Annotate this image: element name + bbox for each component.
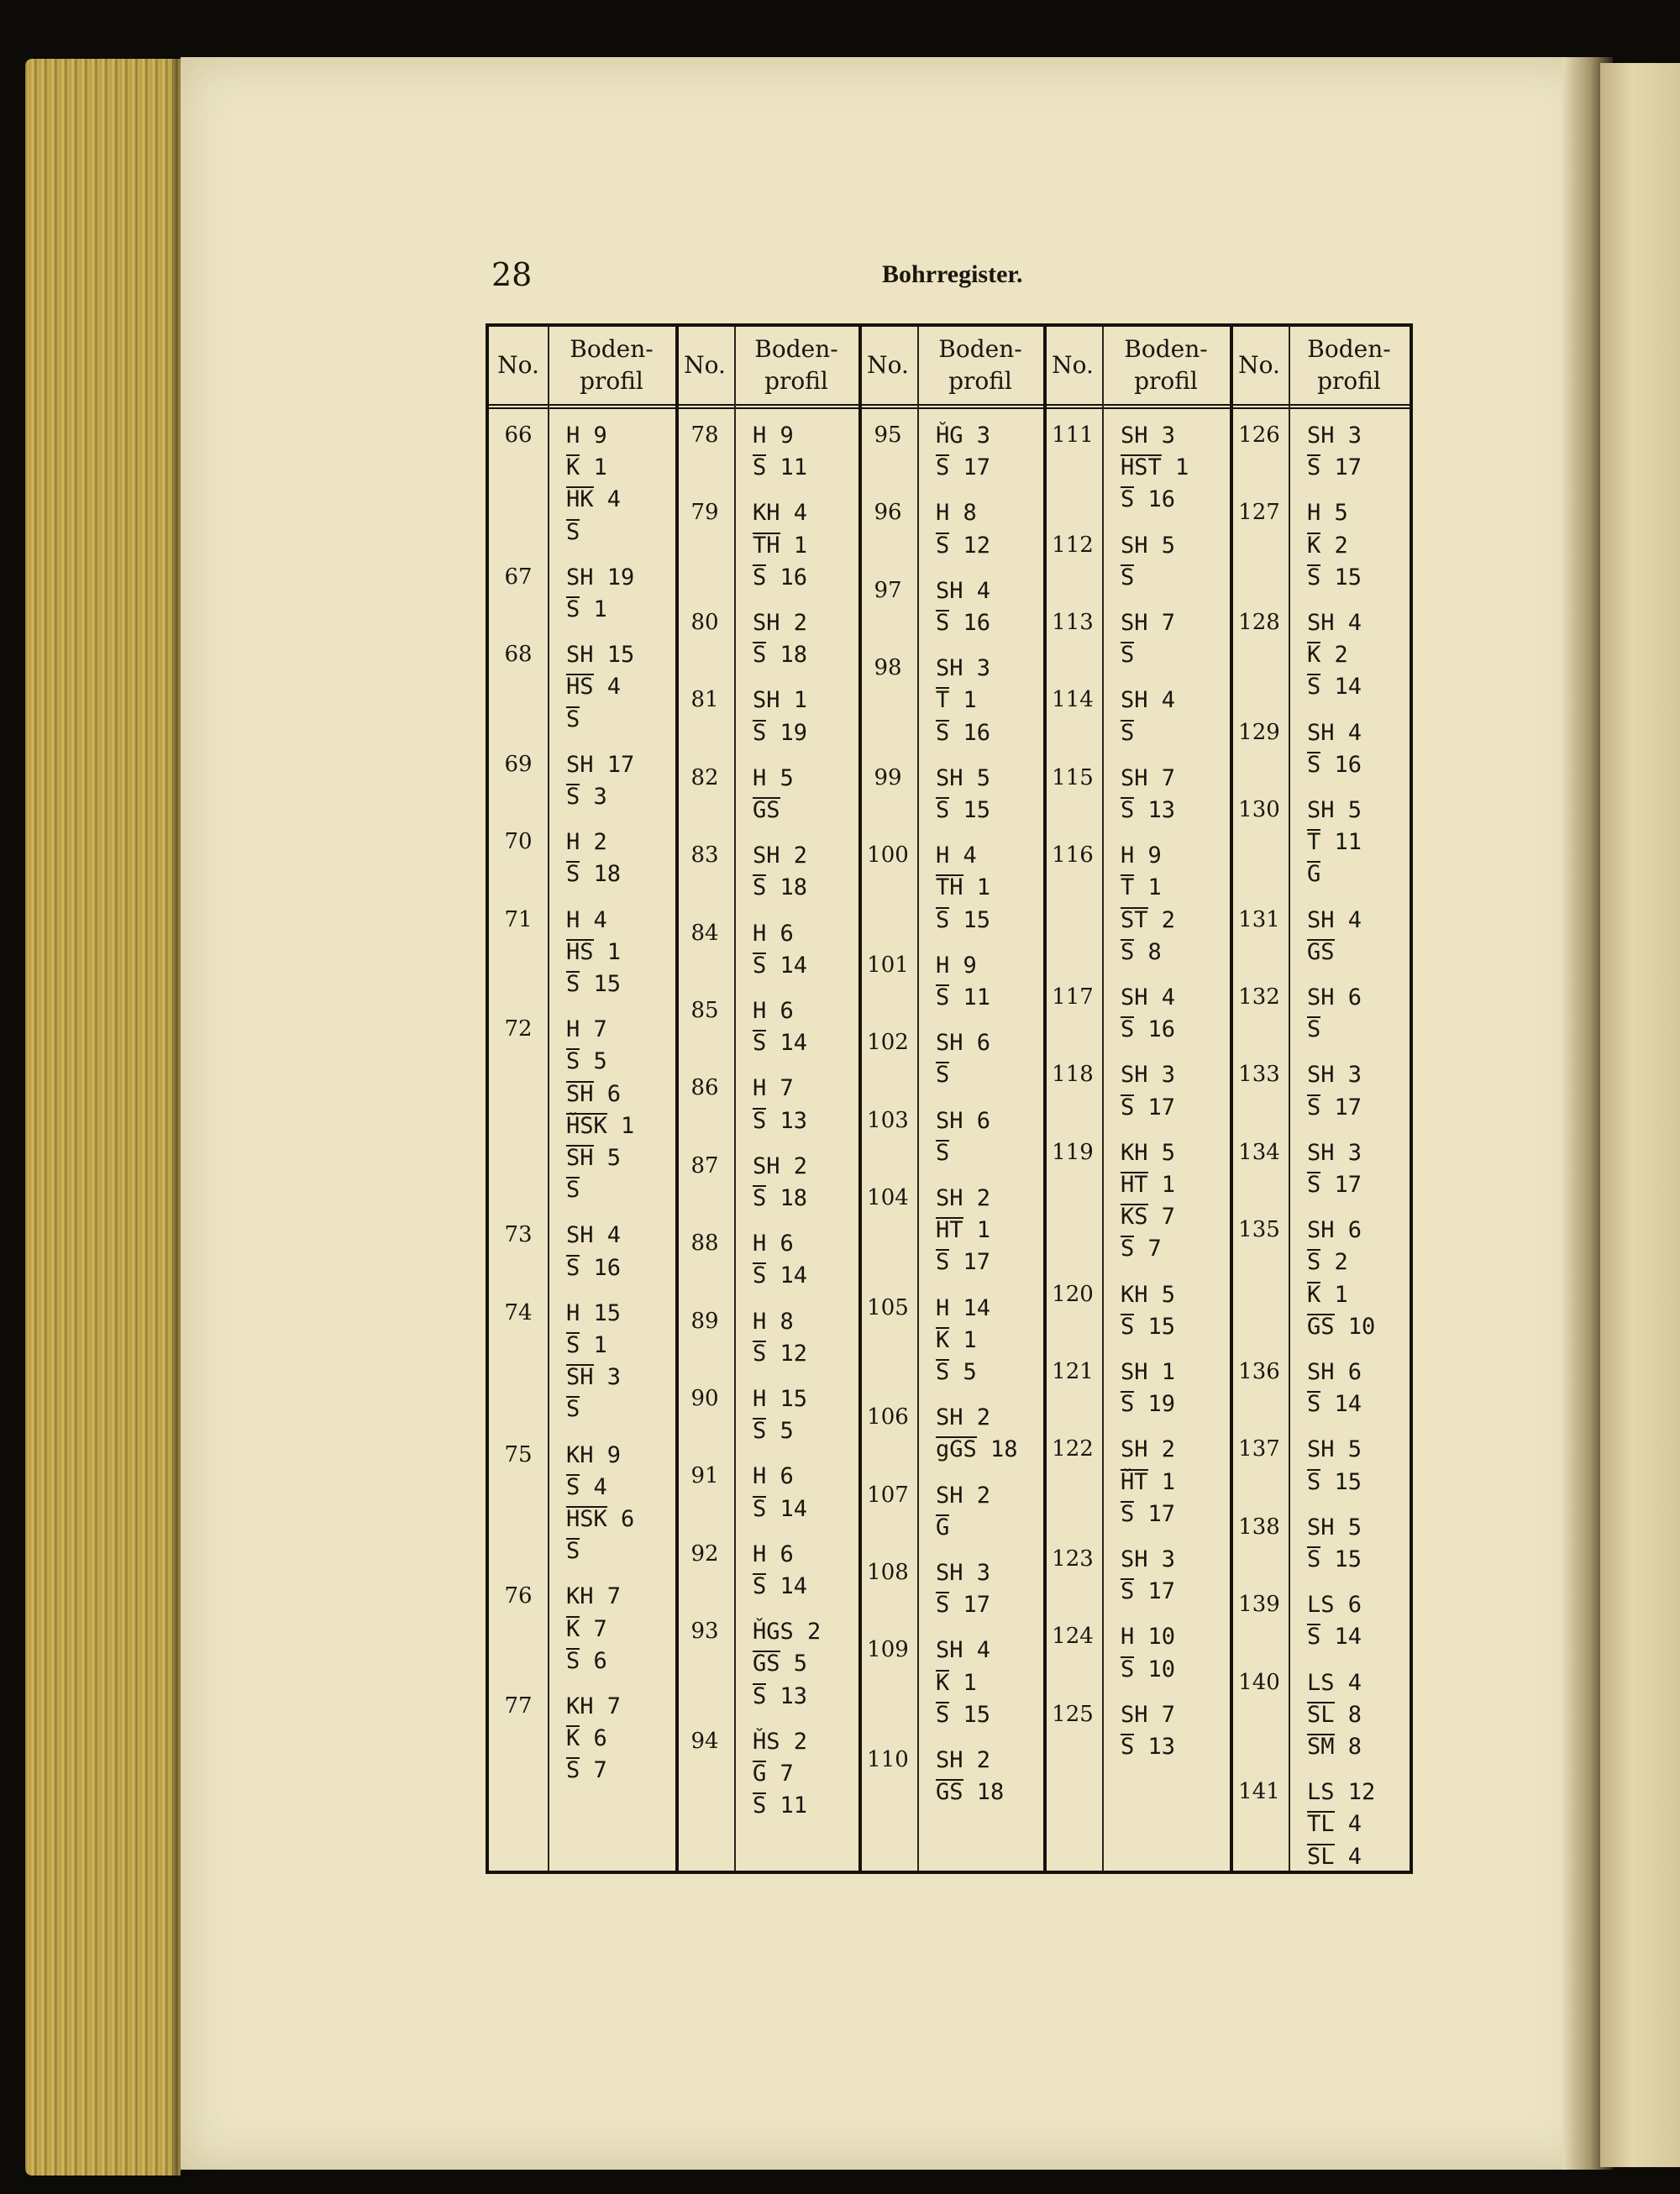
boring-number: 122 bbox=[1052, 1436, 1094, 1462]
boring-number: 91 bbox=[690, 1463, 719, 1489]
soil-layer: H 15 bbox=[566, 1299, 622, 1326]
soil-layer: S bbox=[1307, 1016, 1321, 1043]
soil-layer: S 17 bbox=[1121, 1578, 1176, 1605]
soil-layer: SH 1 bbox=[1121, 1359, 1176, 1385]
soil-layer: SH 17 bbox=[566, 751, 635, 778]
boring-number: 92 bbox=[690, 1541, 719, 1567]
soil-layer: ȞGS 2 bbox=[753, 1619, 822, 1646]
header-no: No. bbox=[1238, 351, 1280, 380]
boring-number: 123 bbox=[1052, 1546, 1094, 1572]
soil-layer: SH 15 bbox=[566, 642, 635, 669]
soil-layer: GS 18 bbox=[936, 1779, 1005, 1806]
boring-number: 94 bbox=[690, 1728, 719, 1754]
soil-layer: S 7 bbox=[1121, 1236, 1162, 1262]
soil-layer: SH 4 bbox=[1307, 719, 1362, 746]
soil-layer: SL 4 bbox=[1307, 1843, 1362, 1870]
soil-layer: T 11 bbox=[1307, 829, 1362, 856]
boring-number: 126 bbox=[1238, 423, 1280, 448]
soil-layer: S 14 bbox=[753, 1495, 808, 1522]
boring-number: 107 bbox=[867, 1482, 909, 1508]
soil-layer: SH 6 bbox=[1307, 1217, 1362, 1244]
header-bodenprofil: Boden- profil bbox=[1124, 335, 1208, 395]
soil-layer: SH 3 bbox=[1307, 1062, 1362, 1089]
soil-layer: H 4 bbox=[566, 906, 607, 933]
soil-layer: S 4 bbox=[566, 1473, 607, 1500]
soil-layer: SH 5 bbox=[1307, 1436, 1362, 1463]
boring-number: 121 bbox=[1052, 1359, 1094, 1384]
soil-layer: SH 6 bbox=[1307, 1359, 1362, 1385]
boring-number: 79 bbox=[690, 500, 719, 526]
group-rule bbox=[1230, 327, 1233, 1871]
soil-layer: S bbox=[1121, 642, 1135, 669]
soil-layer: S 15 bbox=[1307, 1468, 1362, 1495]
soil-layer: S 13 bbox=[753, 1107, 808, 1134]
boring-number: 111 bbox=[1052, 423, 1094, 448]
soil-layer: S 17 bbox=[936, 1249, 991, 1276]
soil-layer: SH 7 bbox=[1121, 1701, 1176, 1728]
boring-number: 114 bbox=[1052, 687, 1094, 713]
boring-number: 93 bbox=[690, 1619, 719, 1645]
soil-layer: SH 3 bbox=[1121, 423, 1176, 449]
facing-page-edge bbox=[1600, 63, 1680, 2167]
boring-number: 133 bbox=[1238, 1062, 1280, 1088]
soil-layer: H 9 bbox=[1121, 842, 1162, 869]
soil-layer: TH 1 bbox=[936, 874, 991, 901]
boring-number: 88 bbox=[690, 1231, 719, 1257]
soil-layer: S 14 bbox=[753, 1262, 808, 1289]
soil-layer: KH 9 bbox=[566, 1441, 622, 1468]
boring-number: 74 bbox=[504, 1299, 533, 1325]
soil-layer: S 14 bbox=[753, 952, 808, 979]
soil-layer: S 11 bbox=[753, 454, 808, 481]
soil-layer: SM 8 bbox=[1307, 1734, 1362, 1760]
soil-layer: S 10 bbox=[1121, 1656, 1176, 1682]
soil-layer: S 5 bbox=[566, 1048, 607, 1075]
boring-number: 84 bbox=[690, 920, 719, 946]
soil-layer: TH 1 bbox=[753, 532, 808, 559]
boring-number: 130 bbox=[1238, 797, 1280, 822]
boring-number: 83 bbox=[690, 842, 719, 869]
boring-number: 81 bbox=[690, 687, 719, 713]
bore-register-table bbox=[486, 323, 1413, 1874]
soil-layer: S 14 bbox=[1307, 674, 1362, 701]
soil-layer: GS bbox=[753, 797, 780, 823]
boring-number: 102 bbox=[867, 1030, 909, 1056]
soil-layer: H 8 bbox=[936, 500, 977, 527]
boring-number: 66 bbox=[504, 423, 533, 448]
soil-layer: S 5 bbox=[753, 1418, 794, 1445]
boring-number: 71 bbox=[504, 906, 533, 932]
soil-layer: K 1 bbox=[566, 454, 607, 481]
boring-number: 69 bbox=[504, 751, 533, 777]
soil-layer: SH 2 bbox=[1121, 1436, 1176, 1463]
soil-layer: SH 4 bbox=[1307, 906, 1362, 933]
soil-layer: ST 2 bbox=[1121, 906, 1176, 933]
boring-number: 110 bbox=[867, 1747, 909, 1772]
soil-layer: S 11 bbox=[936, 984, 991, 1010]
header-bodenprofil: Boden- profil bbox=[1307, 335, 1391, 395]
soil-layer: S 13 bbox=[753, 1682, 808, 1709]
soil-layer: S 18 bbox=[566, 861, 622, 888]
soil-layer: SH 2 bbox=[936, 1747, 991, 1773]
soil-layer: H 6 bbox=[753, 1463, 794, 1490]
header-no: No. bbox=[497, 351, 539, 380]
soil-layer: SH 6 bbox=[1307, 984, 1362, 1010]
soil-layer: HST 1 bbox=[1121, 454, 1189, 481]
boring-number: 119 bbox=[1052, 1139, 1094, 1165]
boring-number: 67 bbox=[504, 564, 533, 590]
soil-layer: KH 7 bbox=[566, 1583, 622, 1610]
soil-layer: S 18 bbox=[753, 874, 808, 901]
soil-layer: K 2 bbox=[1307, 532, 1348, 559]
soil-layer: S 17 bbox=[1307, 454, 1362, 481]
boring-number: 87 bbox=[690, 1152, 719, 1178]
soil-layer: SH 2 bbox=[753, 842, 808, 869]
soil-layer: LS 4 bbox=[1307, 1669, 1362, 1696]
soil-layer: SH 5 bbox=[1307, 1514, 1362, 1541]
boring-number: 127 bbox=[1238, 500, 1280, 526]
soil-layer: HT 1 bbox=[936, 1217, 991, 1244]
soil-layer: H 7 bbox=[566, 1016, 607, 1043]
soil-layer: S 2 bbox=[1307, 1249, 1348, 1276]
soil-layer: S bbox=[1121, 564, 1135, 590]
soil-layer: S 15 bbox=[1121, 1313, 1176, 1340]
boring-number: 118 bbox=[1052, 1062, 1094, 1088]
boring-number: 80 bbox=[690, 610, 719, 635]
soil-layer: S bbox=[936, 1062, 950, 1089]
boring-number: 78 bbox=[690, 423, 719, 448]
soil-layer: S 15 bbox=[1307, 564, 1362, 590]
soil-layer: SH 5 bbox=[1121, 532, 1176, 559]
header-bodenprofil: Boden- profil bbox=[938, 335, 1022, 395]
soil-layer: LS 6 bbox=[1307, 1592, 1362, 1619]
soil-layer: T 1 bbox=[936, 687, 977, 714]
soil-layer: SH 2 bbox=[753, 1152, 808, 1179]
soil-layer: H 5 bbox=[1307, 500, 1348, 527]
soil-layer: GS bbox=[1307, 938, 1335, 965]
soil-layer: SH 4 bbox=[566, 1222, 622, 1249]
soil-layer: S bbox=[936, 1139, 950, 1166]
soil-layer: S 15 bbox=[1307, 1546, 1362, 1572]
soil-layer: T 1 bbox=[1121, 874, 1162, 901]
soil-layer: SH 3 bbox=[1307, 423, 1362, 449]
soil-layer: ȞSK 1 bbox=[566, 1112, 635, 1139]
soil-layer: SH 4 bbox=[936, 577, 991, 604]
soil-layer: S 17 bbox=[1307, 1094, 1362, 1121]
soil-layer: SH 2 bbox=[936, 1404, 991, 1431]
soil-layer: SH 5 bbox=[566, 1145, 622, 1171]
soil-layer: GS 10 bbox=[1307, 1313, 1376, 1340]
soil-layer: S 16 bbox=[936, 719, 991, 746]
soil-layer: H 9 bbox=[936, 952, 977, 979]
soil-layer: S 19 bbox=[753, 719, 808, 746]
soil-layer: K 1 bbox=[936, 1669, 977, 1696]
soil-layer: S 17 bbox=[936, 454, 991, 481]
boring-number: 98 bbox=[874, 655, 902, 681]
boring-number: 89 bbox=[690, 1308, 719, 1334]
boring-number: 103 bbox=[867, 1107, 909, 1133]
soil-layer: S bbox=[1121, 719, 1135, 746]
soil-layer: TL 4 bbox=[1307, 1811, 1362, 1838]
soil-layer: HT 1 bbox=[1121, 1172, 1176, 1198]
soil-layer: K 7 bbox=[566, 1615, 607, 1642]
soil-layer: S bbox=[566, 706, 580, 732]
soil-layer: S 16 bbox=[753, 564, 808, 590]
soil-layer: S bbox=[566, 518, 580, 545]
boring-number: 141 bbox=[1238, 1779, 1280, 1805]
header-bodenprofil: Boden- profil bbox=[754, 335, 838, 395]
soil-layer: gGS 18 bbox=[936, 1436, 1018, 1463]
boring-number: 137 bbox=[1238, 1436, 1280, 1462]
soil-layer: H 6 bbox=[753, 920, 794, 947]
boring-number: 125 bbox=[1052, 1701, 1094, 1727]
soil-layer: S 15 bbox=[936, 797, 991, 823]
soil-layer: H 8 bbox=[753, 1308, 794, 1335]
soil-layer: H 15 bbox=[753, 1386, 808, 1412]
soil-layer: S 17 bbox=[936, 1592, 991, 1619]
soil-layer: G 7 bbox=[753, 1761, 794, 1787]
soil-layer: KH 5 bbox=[1121, 1139, 1176, 1166]
header-no: No. bbox=[867, 351, 909, 380]
boring-number: 72 bbox=[504, 1016, 533, 1042]
boring-number: 99 bbox=[874, 764, 902, 790]
soil-layer: S 18 bbox=[753, 642, 808, 669]
soil-layer: H 4 bbox=[936, 842, 977, 869]
boring-number: 120 bbox=[1052, 1281, 1094, 1307]
boring-number: 108 bbox=[867, 1560, 909, 1585]
soil-layer: H 6 bbox=[753, 1541, 794, 1567]
boring-number: 68 bbox=[504, 642, 533, 668]
soil-layer: HK 4 bbox=[566, 486, 622, 513]
soil-layer: SL 8 bbox=[1307, 1701, 1362, 1728]
boring-number: 112 bbox=[1052, 532, 1094, 558]
soil-layer: H 2 bbox=[566, 829, 607, 856]
soil-layer: S 15 bbox=[566, 971, 622, 997]
soil-layer: SH 6 bbox=[936, 1030, 991, 1057]
soil-layer: K 1 bbox=[1307, 1281, 1348, 1308]
boring-number: 106 bbox=[867, 1404, 909, 1430]
soil-layer: SH 2 bbox=[936, 1482, 991, 1509]
boring-number: 134 bbox=[1238, 1139, 1280, 1165]
boring-number: 77 bbox=[504, 1693, 533, 1719]
soil-layer: S 16 bbox=[566, 1254, 622, 1281]
soil-layer: K 6 bbox=[566, 1725, 607, 1752]
boring-number: 96 bbox=[874, 500, 902, 526]
soil-layer: H 5 bbox=[753, 764, 794, 791]
soil-layer: SH 6 bbox=[566, 1080, 622, 1107]
soil-layer: S 18 bbox=[753, 1185, 808, 1211]
soil-layer: SH 5 bbox=[936, 764, 991, 791]
soil-layer: H 6 bbox=[753, 998, 794, 1024]
soil-layer: H 9 bbox=[566, 423, 607, 449]
boring-number: 139 bbox=[1238, 1592, 1280, 1618]
soil-layer: S bbox=[566, 1538, 580, 1565]
soil-layer: SH 3 bbox=[1121, 1546, 1176, 1572]
soil-layer: S 17 bbox=[1121, 1094, 1176, 1121]
soil-layer: K 2 bbox=[1307, 642, 1348, 669]
soil-layer: SH 4 bbox=[1121, 984, 1176, 1010]
soil-layer: KS 7 bbox=[1121, 1204, 1176, 1231]
soil-layer: H 14 bbox=[936, 1294, 991, 1321]
soil-layer: G bbox=[1307, 861, 1321, 888]
soil-layer: S 13 bbox=[1121, 797, 1176, 823]
soil-layer: SH 4 bbox=[1121, 687, 1176, 714]
boring-number: 135 bbox=[1238, 1217, 1280, 1243]
soil-layer: ȞG 3 bbox=[936, 423, 991, 449]
soil-layer: S 14 bbox=[1307, 1391, 1362, 1418]
boring-number: 76 bbox=[504, 1583, 533, 1609]
boring-number: 115 bbox=[1052, 764, 1094, 790]
boring-number: 97 bbox=[874, 577, 902, 603]
soil-layer: S 14 bbox=[753, 1030, 808, 1057]
boring-number: 75 bbox=[504, 1441, 533, 1467]
soil-layer: S 11 bbox=[753, 1792, 808, 1819]
soil-layer: SH 3 bbox=[936, 655, 991, 682]
soil-layer: H 7 bbox=[753, 1075, 794, 1102]
soil-layer: SH 2 bbox=[753, 610, 808, 636]
soil-layer: K 1 bbox=[936, 1326, 977, 1353]
boring-number: 117 bbox=[1052, 984, 1094, 1010]
boring-number: 129 bbox=[1238, 719, 1280, 745]
soil-layer: LS 12 bbox=[1307, 1779, 1376, 1806]
soil-layer: S 6 bbox=[566, 1647, 607, 1674]
header-bodenprofil: Boden- profil bbox=[570, 335, 654, 395]
page-title: Bohrregister. bbox=[882, 260, 1023, 288]
boring-number: 113 bbox=[1052, 610, 1094, 635]
soil-layer: S 12 bbox=[936, 532, 991, 559]
boring-number: 138 bbox=[1238, 1514, 1280, 1540]
soil-layer: S 16 bbox=[936, 610, 991, 636]
boring-number: 140 bbox=[1238, 1669, 1280, 1695]
boring-number: 136 bbox=[1238, 1359, 1280, 1384]
soil-layer: SH 7 bbox=[1121, 764, 1176, 791]
book-page-edges bbox=[25, 59, 181, 2176]
boring-number: 109 bbox=[867, 1637, 909, 1663]
soil-layer: S 17 bbox=[1121, 1500, 1176, 1527]
header-no: No. bbox=[684, 351, 726, 380]
soil-layer: ȞT 1 bbox=[1121, 1468, 1176, 1495]
soil-layer: SH 5 bbox=[1307, 797, 1362, 823]
soil-layer: S 17 bbox=[1307, 1172, 1362, 1198]
soil-layer: SH 4 bbox=[936, 1637, 991, 1664]
boring-number: 101 bbox=[867, 952, 909, 978]
boring-number: 100 bbox=[867, 842, 909, 869]
boring-number: 131 bbox=[1238, 906, 1280, 932]
soil-layer: H 10 bbox=[1121, 1624, 1176, 1651]
soil-layer: S 13 bbox=[1121, 1734, 1176, 1760]
soil-layer: S 3 bbox=[566, 784, 607, 810]
soil-layer: S 14 bbox=[1307, 1624, 1362, 1651]
soil-layer: S 8 bbox=[1121, 938, 1162, 965]
soil-layer: S 12 bbox=[753, 1340, 808, 1367]
column-rule bbox=[917, 327, 919, 1871]
soil-layer: SH 3 bbox=[1121, 1062, 1176, 1089]
soil-layer: H 9 bbox=[753, 423, 794, 449]
soil-layer: SH 3 bbox=[1307, 1139, 1362, 1166]
boring-number: 86 bbox=[690, 1075, 719, 1101]
soil-layer: S 1 bbox=[566, 596, 607, 622]
boring-number: 105 bbox=[867, 1294, 909, 1320]
header-no: No. bbox=[1052, 351, 1094, 380]
soil-layer: H 6 bbox=[753, 1231, 794, 1257]
soil-layer: G bbox=[936, 1514, 950, 1541]
boring-number: 124 bbox=[1052, 1624, 1094, 1650]
soil-layer: KH 7 bbox=[566, 1693, 622, 1719]
column-rule bbox=[734, 327, 736, 1871]
page-number: 28 bbox=[491, 256, 533, 293]
soil-layer: SH 6 bbox=[936, 1107, 991, 1134]
boring-number: 90 bbox=[690, 1386, 719, 1411]
soil-layer: KH 5 bbox=[1121, 1281, 1176, 1308]
soil-layer: S 7 bbox=[566, 1757, 607, 1784]
boring-number: 70 bbox=[504, 829, 533, 855]
soil-layer: HS 1 bbox=[566, 938, 622, 965]
soil-layer: ȞS 2 bbox=[753, 1728, 808, 1755]
soil-layer: GS 5 bbox=[753, 1651, 808, 1677]
soil-layer: SH 2 bbox=[936, 1185, 991, 1211]
boring-number: 132 bbox=[1238, 984, 1280, 1010]
soil-layer: S bbox=[566, 1177, 580, 1204]
soil-layer: SH 7 bbox=[1121, 610, 1176, 636]
soil-layer: S bbox=[566, 1396, 580, 1423]
soil-layer: KH 4 bbox=[753, 500, 808, 527]
boring-number: 104 bbox=[867, 1185, 909, 1210]
table-header bbox=[489, 327, 1410, 409]
soil-layer: SH 4 bbox=[1307, 610, 1362, 636]
soil-layer: S 16 bbox=[1121, 486, 1176, 513]
column-rule bbox=[548, 327, 549, 1871]
soil-layer: S 15 bbox=[936, 906, 991, 933]
soil-layer: SH 3 bbox=[566, 1364, 622, 1391]
soil-layer: S 16 bbox=[1121, 1016, 1176, 1043]
soil-layer: S 14 bbox=[753, 1573, 808, 1599]
soil-layer: HSK 6 bbox=[566, 1506, 635, 1532]
soil-layer: SH 19 bbox=[566, 564, 635, 590]
boring-number: 116 bbox=[1052, 842, 1094, 869]
soil-layer: S 19 bbox=[1121, 1391, 1176, 1418]
soil-layer: S 1 bbox=[566, 1332, 607, 1358]
boring-number: 73 bbox=[504, 1222, 533, 1248]
soil-layer: S 16 bbox=[1307, 751, 1362, 778]
boring-number: 128 bbox=[1238, 610, 1280, 635]
column-rule bbox=[1102, 327, 1104, 1871]
soil-layer: SH 1 bbox=[753, 687, 808, 714]
soil-layer: SH 3 bbox=[936, 1560, 991, 1586]
soil-layer: S 5 bbox=[936, 1359, 977, 1385]
column-rule bbox=[1289, 327, 1290, 1871]
soil-layer: HS 4 bbox=[566, 674, 622, 701]
boring-number: 85 bbox=[690, 998, 719, 1023]
boring-number: 82 bbox=[690, 764, 719, 790]
soil-layer: S 15 bbox=[936, 1701, 991, 1728]
boring-number: 95 bbox=[874, 423, 902, 448]
